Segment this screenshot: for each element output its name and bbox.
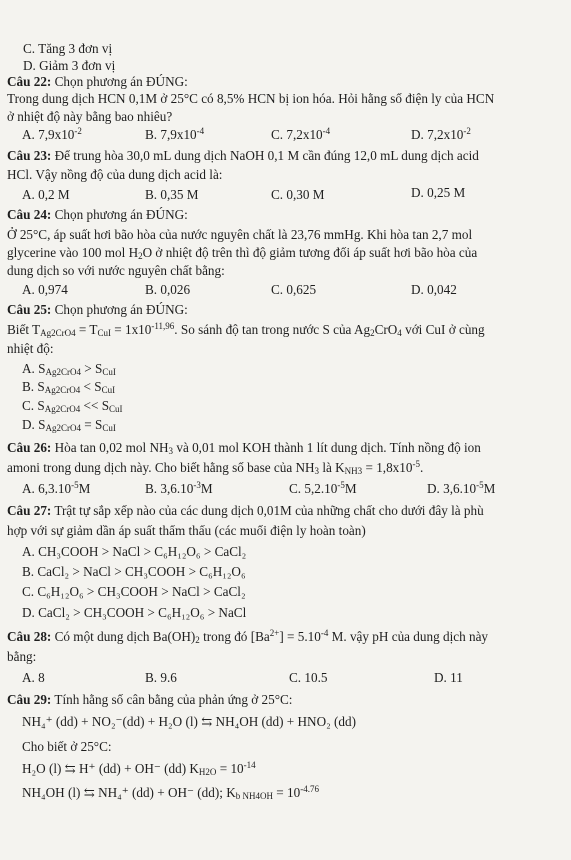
q21-option-c: C. Tăng 3 đơn vị	[23, 41, 113, 56]
q24-text-3: dung dịch so với nước nguyên chất bằng:	[7, 263, 225, 278]
q22-option-c: C. $7,2x10^{-4}$	[271, 126, 331, 142]
q27-option-d: D. CaCl₂ > CH₃COOH > C₆H₁₂O₆ > NaCl	[22, 605, 247, 620]
q26-text-1: Câu 26: Hòa tan 0,02 mol $NH_3$ và 0,01 mol KOH thành 1 lít dung dịch. Tính nồng độ ion	[7, 440, 481, 456]
q22-option-d: D. $7,2x10^{-2}$	[411, 126, 471, 142]
q23-option-c: C. 0,30 M	[271, 187, 325, 202]
q24-option-d: D. 0,042	[411, 282, 457, 297]
q24-text-2: glycerine vào 100 mol $H_2O$ ở nhiệt độ trên thì độ giảm tương đối áp suất hơi bão hòa của	[7, 245, 478, 261]
q28-option-c: C. 10.5	[289, 670, 328, 685]
q28-text-1: Câu 28: Có một dung dịch $Ba(OH)_2$ trong đó $[Ba^{2+}] = 5.10^{-4}$ M. vậy pH của dung dịch này	[7, 628, 489, 645]
q23-option-a: A. 0,2 M	[22, 187, 70, 202]
q24-option-a: A. 0,974	[22, 282, 68, 297]
q22-title: Câu 22:	[7, 74, 52, 89]
q29-title: Câu 29:	[7, 692, 52, 707]
q24-title: Câu 24:	[7, 207, 52, 222]
q23-text-1: Câu 23: Để trung hòa 30,0 mL dung dịch NaOH 0,1 M cần đúng 12,0 mL dung dịch acid	[7, 148, 479, 163]
q25-heading: Câu 25: Chọn phương án ĐÚNG:	[7, 302, 188, 317]
q24-heading: Câu 24: Chọn phương án ĐÚNG:	[7, 207, 188, 222]
q27-text-1: Câu 27: Trật tự sắp xếp nào của các dung dịch 0,01M của những chất cho dưới đây là phù	[7, 503, 484, 518]
q26-option-c: C. $5,2.10^{-5}M$	[289, 480, 357, 496]
q28-option-d: D. 11	[434, 670, 463, 685]
q26-option-d: D. $3,6.10^{-5}M$	[427, 480, 496, 496]
q27-option-c: C. C₆H₁₂O₆ > CH₃COOH > NaCl > CaCl₂	[22, 584, 246, 599]
q24-option-b: B. 0,026	[145, 282, 191, 297]
q28-title: Câu 28:	[7, 629, 52, 644]
q28-option-b: B. 9.6	[145, 670, 177, 685]
q22-option-b: B. $7,9x10^{-4}$	[145, 126, 205, 142]
q23-option-b: B. 0,35 M	[145, 187, 199, 202]
q26-option-a: A. $6,3.10^{-5}M$	[22, 480, 91, 496]
q29-equation-2: H₂O (l) ⇆ H⁺ (dd) + OH⁻ (dd) $K_{H2O} = 10^{-14}$	[22, 760, 256, 777]
q27-title: Câu 27:	[7, 503, 52, 518]
q23-option-d: D. 0,25 M	[411, 185, 466, 200]
q25-option-c: C. $S_{Ag2CrO4} << S_{CuI}$	[22, 398, 123, 414]
q25-option-b: B. $S_{Ag2CrO4} < S_{CuI}$	[22, 379, 116, 395]
q25-option-d: D. $S_{Ag2CrO4} = S_{CuI}$	[22, 417, 116, 433]
q22-option-a: A. $7,9x10^{-2}$	[22, 126, 82, 142]
q23-title: Câu 23:	[7, 148, 52, 163]
q27-option-b: B. CaCl₂ > NaCl > CH₃COOH > C₆H₁₂O₆	[22, 564, 246, 579]
q27-text-2: hợp với sự giảm dần áp suất thẩm thấu (các muối điện ly hoàn toàn)	[7, 523, 366, 538]
q25-text-2: nhiệt độ:	[7, 341, 54, 356]
q25-text-1: Biết $T_{Ag2CrO4} = T_{CuI} = 1x10^{-11,96}$. So sánh độ tan trong nước S của $Ag_2CrO_4$ với CuI ở cùng	[7, 321, 485, 338]
q22-heading	[7, 75, 188, 90]
q27-option-a: A. CH₃COOH > NaCl > C₆H₁₂O₆ > CaCl₂	[22, 544, 247, 559]
q28-option-a: A. 8	[22, 670, 45, 685]
q26-text-2: amoni trong dung dịch này. Cho biết hằng số base của $NH_3$ là $K_{NH3} = 1,8x10^{-5}$.	[7, 459, 424, 476]
q22-intro: Chọn phương án ĐÚNG:	[51, 74, 188, 89]
q23-text-2: HCl. Vậy nồng độ của dung dịch acid là:	[7, 167, 223, 182]
q29-text-1: Câu 29: Tính hằng số cân bằng của phản ứng ở 25°C:	[7, 692, 293, 707]
q29-text-2: Cho biết ở 25°C:	[22, 739, 112, 754]
q26-option-b: B. $3,6.10^{-3}M$	[145, 480, 213, 496]
q22-text-1: Trong dung dịch HCN 0,1M ở 25°C có 8,5% HCN bị ion hóa. Hỏi hằng số điện ly của HCN	[7, 91, 495, 106]
q25-title: Câu 25:	[7, 302, 52, 317]
q24-text-1: Ở 25°C, áp suất hơi bão hòa của nước nguyên chất là 23,76 mmHg. Khi hòa tan 2,7 mol	[7, 227, 473, 242]
q26-title: Câu 26:	[7, 440, 52, 455]
q29-equation-1: NH₄⁺ (dd) + NO₂⁻(dd) + H₂O (l) ⇆ NH₄OH (dd) + HNO₂ (dd)	[22, 714, 356, 729]
q21-option-d: D. Giảm 3 đơn vị	[23, 58, 116, 73]
q25-option-a: A. $S_{Ag2CrO4} > S_{CuI}$	[22, 361, 116, 377]
q28-text-2: bằng:	[7, 649, 37, 664]
q22-text-2: ở nhiệt độ này bằng bao nhiêu?	[7, 109, 173, 124]
q24-option-c: C. 0,625	[271, 282, 317, 297]
q29-equation-3: NH₄OH (l) ⇆ NH₄⁺ (dd) + OH⁻ (dd); $K_{b NH4OH} = 10^{-4.76}$	[22, 784, 319, 801]
